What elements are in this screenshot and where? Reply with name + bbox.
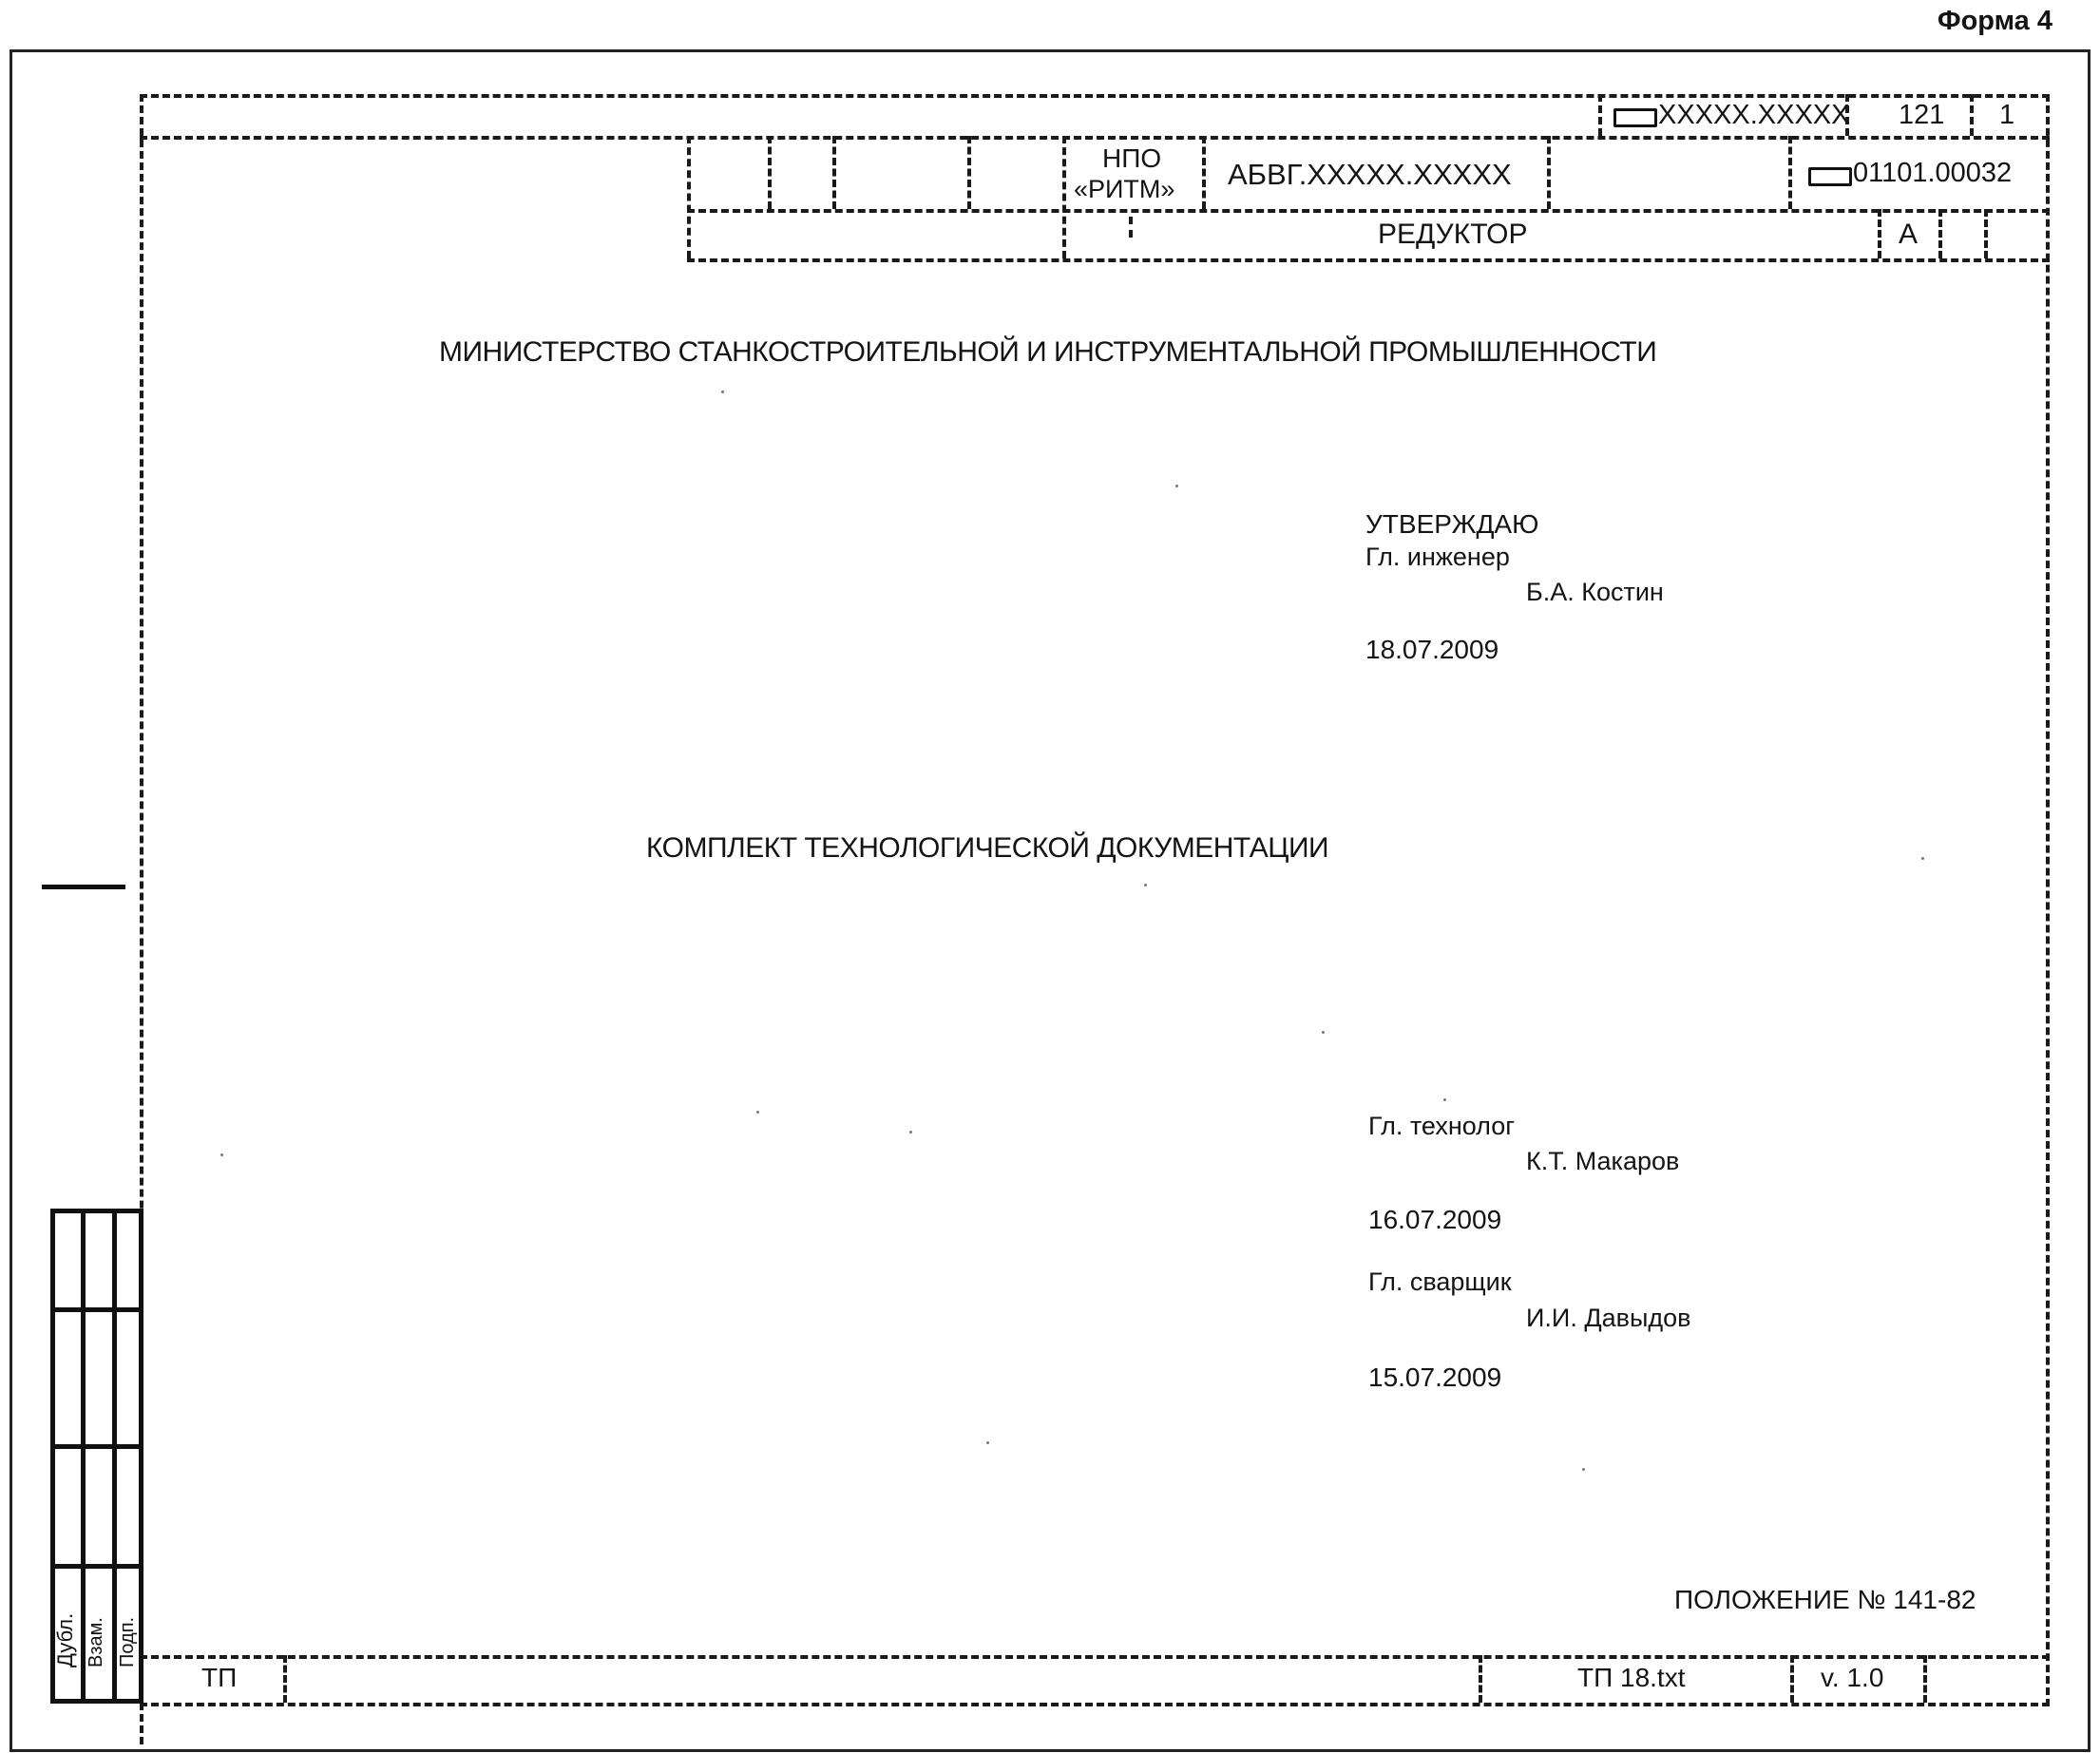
row2-sep-2 bbox=[832, 136, 836, 209]
footer-file-name: ТП 18.txt bbox=[1577, 1663, 1686, 1692]
document-title: КОМПЛЕКТ ТЕХНОЛОГИЧЕСКОЙ ДОКУМЕНТАЦИИ bbox=[646, 832, 1329, 864]
scan-speck bbox=[721, 391, 724, 393]
row2-sep-7 bbox=[1788, 136, 1792, 209]
scan-speck bbox=[1322, 1031, 1325, 1034]
frame-right-dashed bbox=[2046, 94, 2050, 1706]
outer-frame bbox=[10, 49, 2090, 1752]
row2-sep-3 bbox=[967, 136, 971, 209]
row1-sep-c bbox=[1970, 94, 1974, 136]
row2-sep-6 bbox=[1547, 136, 1551, 209]
header-sheet-number: 1 bbox=[1999, 100, 2015, 130]
header-line-1 bbox=[140, 136, 2050, 140]
row3-sep-b bbox=[1878, 209, 1881, 258]
scan-speck bbox=[1582, 1468, 1585, 1471]
side-stamp-label-dubl: Дубл. bbox=[53, 1612, 77, 1667]
scan-speck bbox=[909, 1131, 912, 1134]
approval-date: 18.07.2009 bbox=[1365, 635, 1499, 664]
side-stamp-label-podp: Подп. bbox=[117, 1616, 138, 1667]
header-line-2 bbox=[687, 209, 2050, 213]
footer-left-label: ТП bbox=[201, 1663, 238, 1692]
scan-speck bbox=[1144, 884, 1147, 886]
header-designation: АБВГ.XXXXX.XXXXX bbox=[1228, 158, 1512, 191]
scan-speck bbox=[756, 1111, 759, 1114]
footer-sep-3 bbox=[1790, 1655, 1794, 1703]
signature-2-name: И.И. Давыдов bbox=[1526, 1304, 1691, 1332]
row2-sep-5 bbox=[1202, 136, 1206, 209]
document-icon-2 bbox=[1808, 167, 1852, 186]
header-org-line1: НПО bbox=[1102, 143, 1162, 173]
header-org-line2: «РИТМ» bbox=[1074, 175, 1175, 203]
scan-speck bbox=[1921, 857, 1924, 860]
header-doc-code: XXXXX.XXXXX bbox=[1658, 100, 1850, 130]
side-stamp-row-3 bbox=[50, 1564, 143, 1569]
row1-sep-a bbox=[1598, 94, 1602, 136]
row3-sep-c bbox=[1938, 209, 1942, 258]
approval-role: Гл. инженер bbox=[1365, 543, 1510, 571]
scan-speck bbox=[1175, 485, 1178, 487]
signature-1-date: 16.07.2009 bbox=[1368, 1205, 1502, 1234]
frame-top-dashed bbox=[140, 94, 2050, 98]
header-code-num: 121 bbox=[1899, 100, 1945, 130]
header-product-name: РЕДУКТОР bbox=[1378, 219, 1528, 250]
side-stamp-row-1 bbox=[50, 1307, 143, 1312]
side-stamp-row-2 bbox=[50, 1444, 143, 1449]
footer-sep-1 bbox=[283, 1655, 287, 1703]
scan-speck bbox=[986, 1441, 989, 1444]
signature-2-role: Гл. сварщик bbox=[1368, 1267, 1512, 1296]
row3-sep-d bbox=[1984, 209, 1988, 258]
footer-sep-2 bbox=[1479, 1655, 1482, 1703]
header-letter: А bbox=[1899, 219, 1919, 250]
row2-sep-0 bbox=[687, 136, 691, 258]
frame-bottom-dashed bbox=[140, 1703, 2050, 1706]
approval-name: Б.А. Костин bbox=[1526, 578, 1664, 606]
footer-line bbox=[140, 1655, 2050, 1659]
footer-sep-4 bbox=[1923, 1655, 1927, 1703]
ministry-title: МИНИСТЕРСТВО СТАНКОСТРОИТЕЛЬНОЙ И ИНСТРУМЕНТАЛЬНОЙ ПРОМЫШЛЕННОСТИ bbox=[439, 336, 1657, 368]
signature-2-date: 15.07.2009 bbox=[1368, 1362, 1502, 1392]
row3-sep-a bbox=[1129, 217, 1133, 238]
approval-title: УТВЕРЖДАЮ bbox=[1365, 509, 1539, 539]
signature-1-role: Гл. технолог bbox=[1368, 1112, 1516, 1140]
header-code-right: 01101.00032 bbox=[1853, 158, 2013, 188]
form-label: Форма 4 bbox=[1937, 6, 2052, 36]
scan-speck bbox=[220, 1153, 223, 1156]
regulation-label: ПОЛОЖЕНИЕ № 141-82 bbox=[1674, 1585, 1976, 1614]
row2-sep-4 bbox=[1062, 136, 1066, 258]
scan-speck bbox=[1443, 1098, 1446, 1101]
footer-version: v. 1.0 bbox=[1821, 1663, 1884, 1692]
row2-sep-1 bbox=[768, 136, 772, 209]
side-stamp-label-vzam: Взам. bbox=[86, 1617, 106, 1667]
document-icon bbox=[1613, 108, 1657, 127]
header-line-3 bbox=[687, 258, 2050, 262]
margin-tick bbox=[42, 885, 125, 889]
signature-1-name: К.Т. Макаров bbox=[1526, 1147, 1680, 1175]
